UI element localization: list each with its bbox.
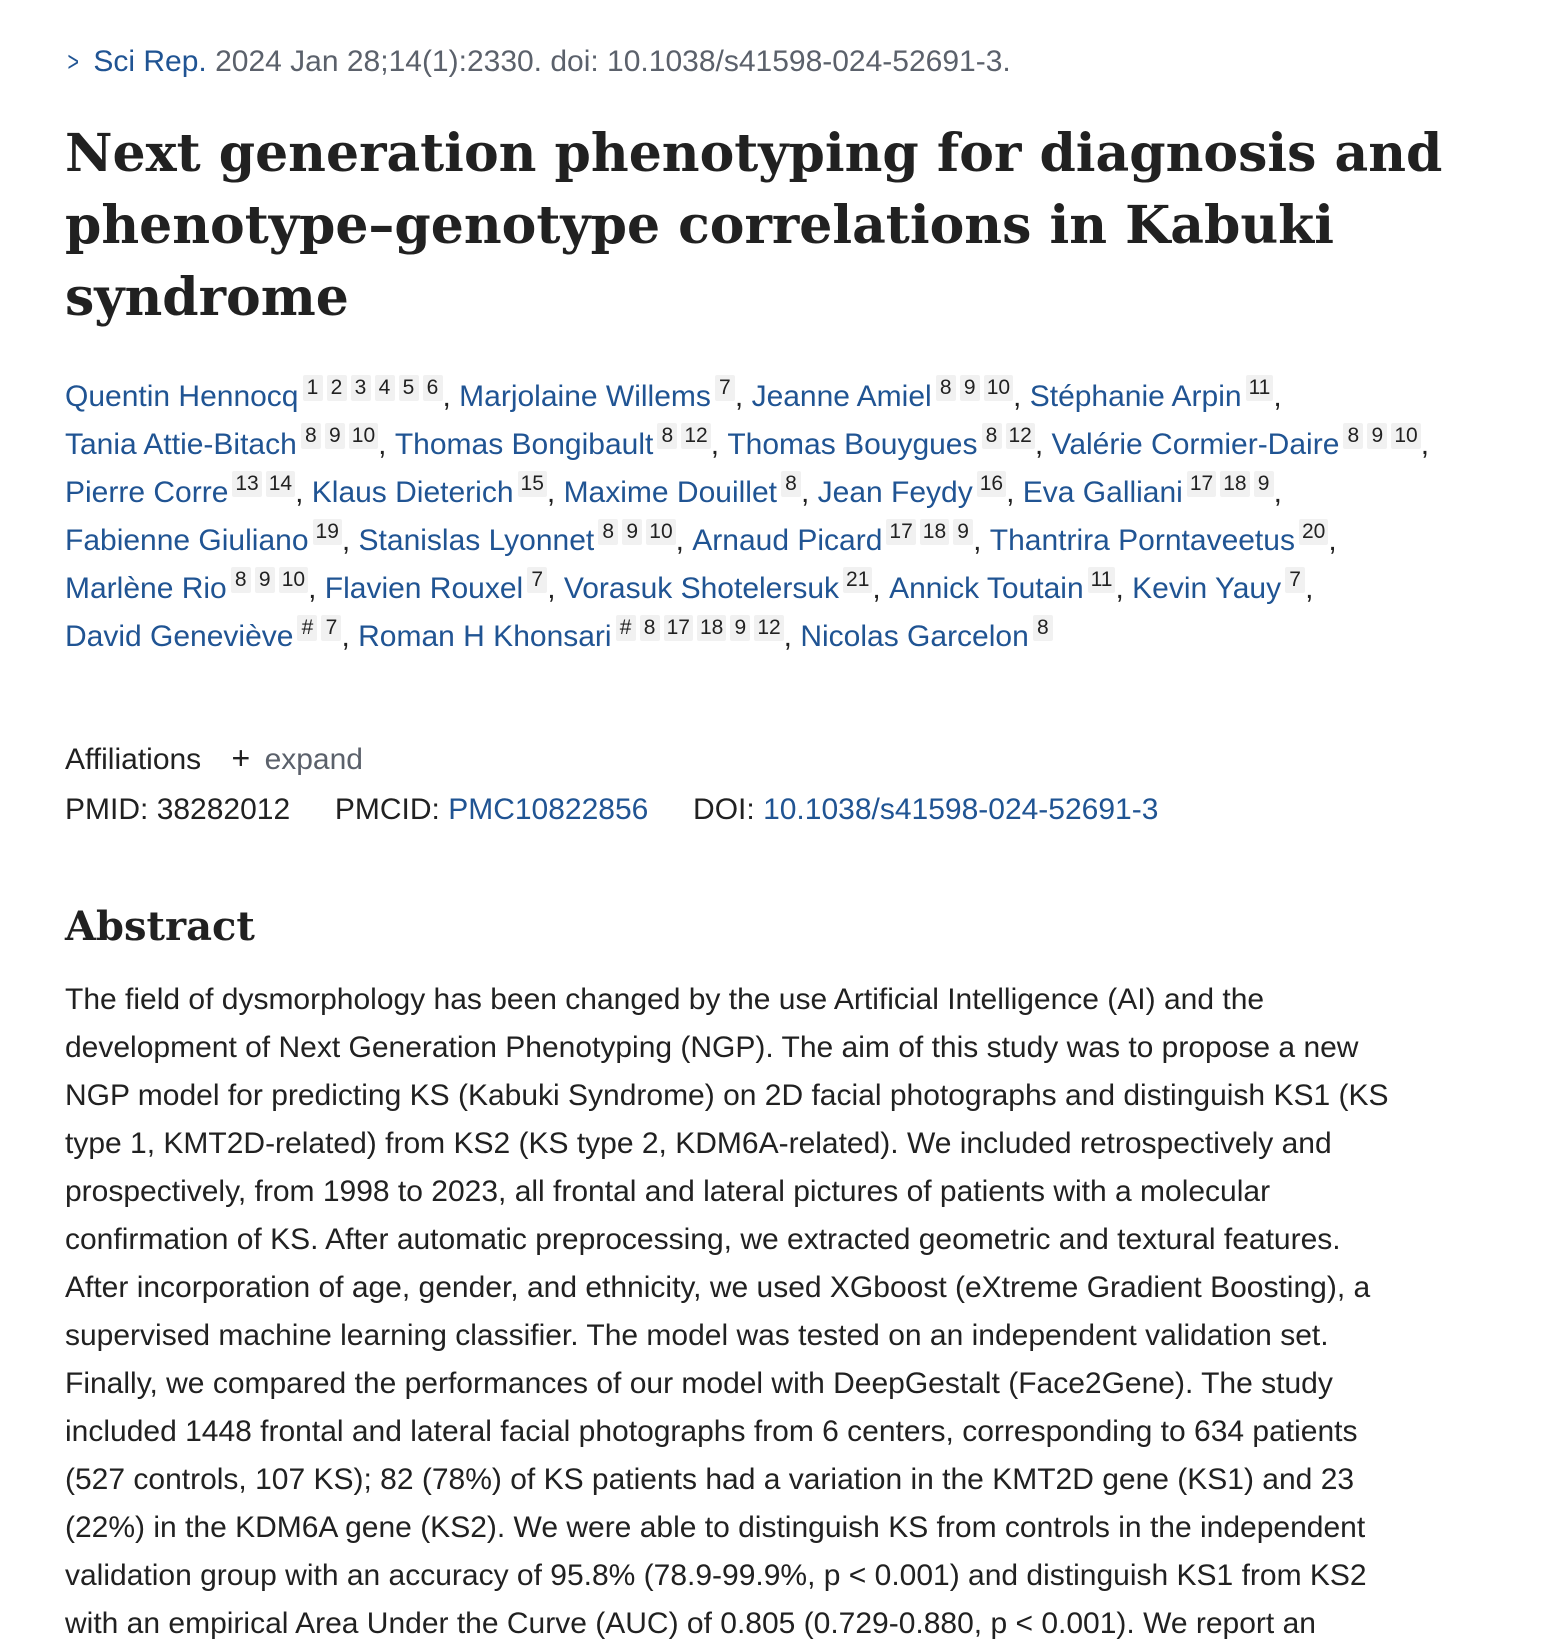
affiliation-ref[interactable]: 12 (754, 615, 783, 641)
author-separator: , (1420, 428, 1430, 461)
author-link[interactable]: Stéphanie Arpin (1029, 380, 1242, 413)
author-entry (65, 376, 460, 413)
article-title: Next generation phenotyping for diagnosis and phenotype–genotype correlations in Kabuki syndrome (65, 123, 1443, 328)
author-separator: , (547, 572, 564, 605)
abstract-line: with an empirical Area Under the Curve (AUC) of 0.805 (0.729-0.880, p < 0.001). We report an (65, 1607, 1316, 1640)
author-entry (800, 616, 1052, 653)
affiliation-ref[interactable]: 8 (640, 615, 660, 641)
affiliation-ref[interactable]: 5 (399, 375, 419, 401)
author-link[interactable]: Valérie Cormier-Daire (1051, 428, 1340, 461)
abstract-line: NGP model for predicting KS (Kabuki Syndrome) on 2D facial photographs and distinguish KS1 (KS (65, 1079, 1389, 1112)
abstract-line: included 1448 frontal and lateral facial photographs from 6 centers, corresponding to 634 patients (65, 1415, 1358, 1448)
author-separator: , (1273, 380, 1282, 413)
author-link[interactable]: Thantrira Porntaveetus (989, 524, 1295, 557)
author-entry (563, 568, 890, 605)
author-entry (65, 424, 395, 461)
author-separator: , (734, 380, 752, 413)
affiliation-ref[interactable]: 7 (321, 615, 341, 641)
author-link[interactable]: Roman H Khonsari (358, 620, 612, 653)
abstract-line: Finally, we compared the performances of our model with DeepGestalt (Face2Gene). The study (65, 1367, 1333, 1400)
affiliation-ref[interactable]: 18 (697, 615, 726, 641)
affiliation-ref[interactable]: 9 (1367, 423, 1387, 449)
affiliation-ref[interactable]: 12 (681, 423, 710, 449)
affiliation-ref[interactable]: 14 (266, 471, 295, 497)
abstract-line: The field of dysmorphology has been changed by the use Artificial Intelligence (AI) and the (65, 983, 1265, 1016)
doi-label: DOI: (693, 793, 755, 826)
author-entry (989, 520, 1337, 557)
author-separator: , (973, 524, 990, 557)
affiliation-ref[interactable]: 7 (1285, 567, 1305, 593)
affiliation-ref[interactable]: 9 (953, 519, 973, 545)
author-entry (358, 616, 801, 653)
author-separator: , (546, 476, 564, 509)
identifiers-row (65, 790, 1158, 830)
affiliation-ref[interactable]: 6 (423, 375, 443, 401)
author-link[interactable]: David Geneviève (65, 620, 294, 653)
citation-details: 2024 Jan 28;14(1):2330. doi: 10.1038/s41598-024-52691-3. (215, 45, 1011, 78)
author-link[interactable]: Arnaud Picard (692, 524, 883, 557)
author-link[interactable]: Maxime Douillet (563, 476, 777, 509)
affiliation-ref[interactable]: 7 (715, 375, 735, 401)
author-entry (727, 424, 1052, 461)
affiliation-ref[interactable]: 9 (622, 519, 642, 545)
equal-contribution-marker: # (297, 615, 317, 641)
affiliation-ref[interactable]: 17 (886, 519, 915, 545)
affiliation-ref[interactable]: 10 (279, 567, 308, 593)
affiliation-ref[interactable]: 4 (375, 375, 395, 401)
author-entry (1022, 472, 1282, 509)
author-separator: , (1034, 428, 1052, 461)
author-link[interactable]: Eva Galliani (1022, 476, 1183, 509)
journal-link[interactable]: Sci Rep. (93, 45, 207, 78)
affiliation-ref[interactable]: 12 (1006, 423, 1035, 449)
author-separator: , (1273, 476, 1282, 509)
abstract-line: development of Next Generation Phenotyping (NGP). The aim of this study was to propose a new (65, 1031, 1359, 1064)
affiliation-ref[interactable]: 18 (1220, 471, 1249, 497)
author-entry (692, 520, 990, 557)
affiliation-ref[interactable]: 11 (1088, 567, 1116, 593)
author-separator: , (800, 476, 818, 509)
affiliation-ref[interactable]: 8 (301, 423, 321, 449)
abstract-line: (22%) in the KDM6A gene (KS2). We were able to distinguish KS from controls in the independent (65, 1511, 1366, 1544)
expand-button[interactable]: expand (264, 743, 363, 776)
pmcid-link[interactable]: PMC10822856 (448, 793, 649, 826)
affiliation-ref[interactable]: 15 (518, 471, 547, 497)
author-link[interactable]: Thomas Bouygues (727, 428, 978, 461)
author-entry (889, 568, 1133, 605)
author-separator: , (783, 620, 801, 653)
affiliation-ref[interactable]: 20 (1299, 519, 1328, 545)
author-link[interactable]: Stanislas Lyonnet (358, 524, 595, 557)
author-separator: , (442, 380, 460, 413)
author-separator: , (1013, 380, 1030, 413)
affiliation-ref[interactable]: 8 (231, 567, 251, 593)
author-separator: , (1115, 572, 1133, 605)
author-link[interactable]: Thomas Bongibault (394, 428, 654, 461)
affiliation-ref[interactable]: 1 (303, 375, 323, 401)
affiliations-toggle[interactable] (65, 738, 363, 780)
author-entry (65, 616, 359, 653)
abstract-line: supervised machine learning classifier. The model was tested on an independent validation set. (65, 1319, 1329, 1352)
affiliation-ref[interactable]: 8 (982, 423, 1002, 449)
plus-icon[interactable]: + (231, 740, 251, 776)
affiliation-ref[interactable]: 9 (960, 375, 980, 401)
affiliation-ref[interactable]: 2 (327, 375, 347, 401)
author-link[interactable]: Marlène Rio (65, 572, 227, 605)
affiliation-ref[interactable]: 19 (313, 519, 342, 545)
author-separator: , (308, 572, 325, 605)
affiliation-ref[interactable]: 3 (351, 375, 371, 401)
pmid-value: 38282012 (156, 793, 291, 826)
affiliation-ref[interactable]: 8 (936, 375, 956, 401)
affiliation-ref[interactable]: 10 (349, 423, 378, 449)
author-entry (394, 424, 728, 461)
author-link[interactable]: Pierre Corre (65, 476, 229, 509)
author-separator: , (1006, 476, 1023, 509)
author-separator: , (872, 572, 890, 605)
author-link[interactable]: Marjolaine Willems (459, 380, 711, 413)
author-entry (1051, 424, 1430, 461)
affiliation-ref[interactable]: 9 (1254, 471, 1274, 497)
equal-contribution-marker: # (616, 615, 636, 641)
author-link[interactable]: Tania Attie-Bitach (65, 428, 297, 461)
chevron-right-icon[interactable]: > (67, 46, 79, 77)
author-entry (459, 376, 752, 413)
author-separator: , (710, 428, 728, 461)
author-link[interactable]: Nicolas Garcelon (800, 620, 1029, 653)
affiliations-label: Affiliations (65, 743, 202, 776)
affiliation-ref[interactable]: 9 (325, 423, 345, 449)
author-entry (1132, 568, 1314, 605)
author-entry (65, 520, 359, 557)
affiliation-ref[interactable]: 11 (1246, 375, 1274, 401)
abstract-line: prospectively, from 1998 to 2023, all frontal and lateral pictures of patients with a molecular (65, 1175, 1271, 1208)
author-separator: , (1305, 572, 1314, 605)
citation-line (65, 42, 1011, 82)
author-link[interactable]: Jeanne Amiel (751, 380, 932, 413)
affiliation-ref[interactable]: 17 (664, 615, 693, 641)
pmcid-label: PMCID: (334, 793, 440, 826)
author-entry (1029, 376, 1282, 413)
affiliation-ref[interactable]: 10 (646, 519, 675, 545)
affiliation-ref[interactable]: 8 (598, 519, 618, 545)
author-separator: , (675, 524, 693, 557)
author-entry (751, 376, 1030, 413)
affiliation-ref[interactable]: 18 (920, 519, 949, 545)
abstract-line: (527 controls, 107 KS); 82 (78%) of KS patients had a variation in the KMT2D gene (KS1) and 23 (65, 1463, 1355, 1496)
author-separator: , (341, 524, 359, 557)
affiliation-ref[interactable]: 8 (1343, 423, 1363, 449)
affiliation-ref[interactable]: 10 (984, 375, 1013, 401)
abstract-line: confirmation of KS. After automatic preprocessing, we extracted geometric and textural features. (65, 1223, 1341, 1256)
author-separator: , (341, 620, 359, 653)
author-entry (65, 568, 325, 605)
affiliation-ref[interactable]: 7 (527, 567, 547, 593)
author-link[interactable]: Vorasuk Shotelersuk (563, 572, 840, 605)
doi-link[interactable]: 10.1038/s41598-024-52691-3 (763, 793, 1159, 826)
author-link[interactable]: Flavien Rouxel (324, 572, 524, 605)
abstract-text (65, 976, 1505, 1648)
author-link[interactable]: Klaus Dieterich (311, 476, 514, 509)
authors-list (65, 373, 1505, 661)
author-link[interactable]: Kevin Yauy (1132, 572, 1282, 605)
author-separator: , (378, 428, 395, 461)
author-link[interactable]: Fabienne Giuliano (65, 524, 309, 557)
author-entry (65, 472, 312, 509)
affiliation-ref[interactable]: 9 (730, 615, 750, 641)
affiliation-ref[interactable]: 21 (843, 567, 872, 593)
affiliation-ref[interactable]: 8 (1033, 615, 1053, 641)
author-entry (324, 568, 564, 605)
abstract-heading: Abstract (65, 903, 255, 950)
affiliation-ref[interactable]: 13 (232, 471, 261, 497)
author-separator: , (295, 476, 312, 509)
abstract-line: type 1, KMT2D-related) from KS2 (KS type 2, KDM6A-related). We included retrospectively and (65, 1127, 1332, 1160)
affiliation-ref[interactable]: 16 (977, 471, 1006, 497)
author-separator: , (1328, 524, 1337, 557)
affiliation-ref[interactable]: 9 (255, 567, 275, 593)
author-link[interactable]: Quentin Hennocq (65, 380, 299, 413)
affiliation-ref[interactable]: 17 (1187, 471, 1216, 497)
author-link[interactable]: Annick Toutain (889, 572, 1084, 605)
affiliation-ref[interactable]: 8 (657, 423, 677, 449)
affiliation-ref[interactable]: 8 (781, 471, 801, 497)
author-entry (358, 520, 693, 557)
abstract-line: validation group with an accuracy of 95.8% (78.9-99.9%, p < 0.001) and distinguish KS1 from KS2 (65, 1559, 1367, 1592)
affiliation-ref[interactable]: 10 (1391, 423, 1420, 449)
pmid-label: PMID: (65, 793, 149, 826)
author-entry (311, 472, 564, 509)
abstract-line: After incorporation of age, gender, and ethnicity, we used XGboost (eXtreme Gradient Boosting), a (65, 1271, 1371, 1304)
author-entry (563, 472, 818, 509)
author-entry (817, 472, 1023, 509)
author-link[interactable]: Jean Feydy (817, 476, 973, 509)
